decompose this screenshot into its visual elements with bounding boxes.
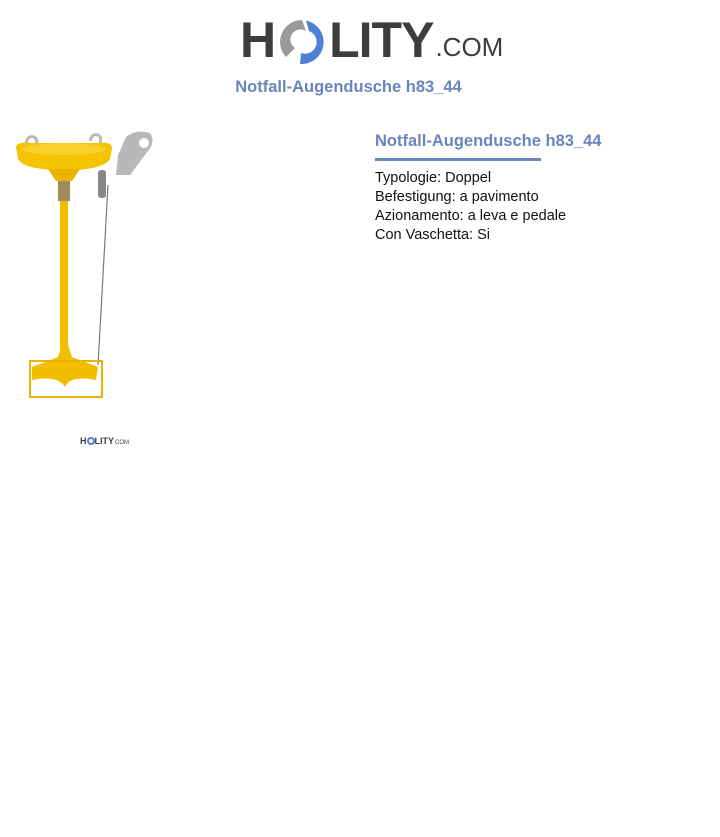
- watermark-lity: LITY: [94, 436, 114, 446]
- page-title: Notfall-Augendusche h83_44: [235, 78, 462, 96]
- product-image: [10, 125, 160, 410]
- product-details: [375, 131, 695, 245]
- site-logo[interactable]: [240, 14, 503, 66]
- spec-azionamento: Azionamento: a leva e pedale: [375, 208, 567, 224]
- watermark-h: H: [80, 436, 87, 446]
- product-title: Notfall-Augendusche h83_44: [375, 132, 602, 150]
- logo-text-h: H: [240, 12, 276, 68]
- spec-typologie: Typologie: Doppel: [375, 170, 492, 186]
- watermark-ring-icon: [87, 437, 95, 445]
- watermark-com: COM: [115, 440, 129, 446]
- logo-ring-icon: [276, 16, 328, 68]
- title-underline-divider: [375, 158, 541, 161]
- logo-text-com: .COM: [435, 32, 504, 62]
- image-watermark: [80, 436, 129, 446]
- spec-befestigung: Befestigung: a pavimento: [375, 189, 539, 205]
- spec-vaschetta: Con Vaschetta: Si: [375, 227, 490, 243]
- logo-text-lity: LITY: [329, 12, 434, 68]
